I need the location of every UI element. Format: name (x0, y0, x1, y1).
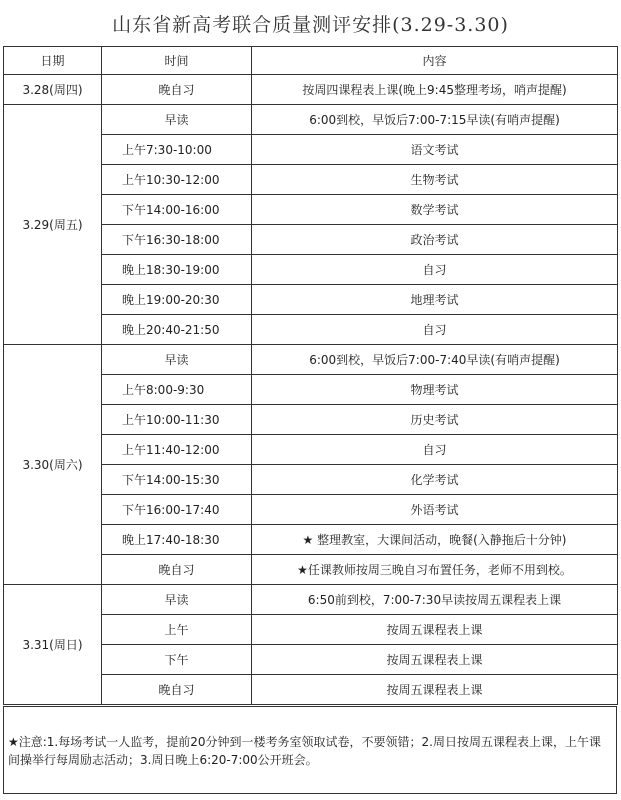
notice-text: ★注意:1.每场考试一人监考，提前20分钟到一楼考务室领取试卷，不要领错；2.周日按周五课程表上课，上午课间操举行每周励志活动；3.周日晚上6:20-7:00公开班会。 (3, 706, 617, 794)
content-cell: ★任课教师按周三晚自习布置任务，老师不用到校。 (252, 555, 618, 585)
content-cell: 按周五课程表上课 (252, 615, 618, 645)
date-cell: 3.31(周日) (4, 585, 102, 705)
time-cell: 晚自习 (102, 675, 252, 705)
time-cell: 晚上20:40-21:50 (102, 315, 252, 345)
content-cell: 生物考试 (252, 165, 618, 195)
date-cell: 3.30(周六) (4, 345, 102, 585)
content-cell: 数学考试 (252, 195, 618, 225)
time-cell: 下午16:30-18:00 (102, 225, 252, 255)
time-cell: 晚上19:00-20:30 (102, 285, 252, 315)
time-cell: 下午16:00-17:40 (102, 495, 252, 525)
time-cell: 早读 (102, 105, 252, 135)
time-cell: 下午 (102, 645, 252, 675)
table-row (4, 75, 618, 105)
time-cell: 上午 (102, 615, 252, 645)
date-cell: 3.28(周四) (4, 75, 102, 105)
time-cell: 晚上18:30-19:00 (102, 255, 252, 285)
time-cell: 晚自习 (102, 75, 252, 105)
content-cell: 按周五课程表上课 (252, 645, 618, 675)
content-cell: 历史考试 (252, 405, 618, 435)
date-cell: 3.29(周五) (4, 105, 102, 345)
header-date: 日期 (4, 47, 102, 75)
time-cell: 上午11:40-12:00 (102, 435, 252, 465)
time-cell: 上午10:30-12:00 (102, 165, 252, 195)
content-cell: 按周四课程表上课(晚上9:45整理考场，哨声提醒) (252, 75, 618, 105)
content-cell: 6:00到校，早饭后7:00-7:40早读(有哨声提醒) (252, 345, 618, 375)
content-cell: 语文考试 (252, 135, 618, 165)
table-row (4, 345, 618, 375)
content-cell: 地理考试 (252, 285, 618, 315)
content-cell: 按周五课程表上课 (252, 675, 618, 705)
header-content: 内容 (252, 47, 618, 75)
content-cell: 政治考试 (252, 225, 618, 255)
time-cell: 晚自习 (102, 555, 252, 585)
time-cell: 早读 (102, 345, 252, 375)
time-cell: 下午14:00-15:30 (102, 465, 252, 495)
time-cell: 上午10:00-11:30 (102, 405, 252, 435)
page-title: 山东省新高考联合质量测评安排(3.29-3.30) (112, 13, 509, 36)
content-cell: ★ 整理教室，大课间活动，晚餐(入静拖后十分钟) (252, 525, 618, 555)
table-header-row (4, 47, 618, 75)
table-row (4, 585, 618, 615)
content-cell: 自习 (252, 255, 618, 285)
content-cell: 自习 (252, 315, 618, 345)
table-row (4, 105, 618, 135)
content-cell: 物理考试 (252, 375, 618, 405)
content-cell: 自习 (252, 435, 618, 465)
content-cell: 6:00到校，早饭后7:00-7:15早读(有哨声提醒) (252, 105, 618, 135)
content-cell: 6:50前到校，7:00-7:30早读按周五课程表上课 (252, 585, 618, 615)
content-cell: 外语考试 (252, 495, 618, 525)
time-cell: 上午8:00-9:30 (102, 375, 252, 405)
schedule-table (3, 46, 618, 705)
content-cell: 化学考试 (252, 465, 618, 495)
header-time: 时间 (102, 47, 252, 75)
schedule-body (4, 75, 618, 705)
time-cell: 早读 (102, 585, 252, 615)
time-cell: 上午7:30-10:00 (102, 135, 252, 165)
time-cell: 下午14:00-16:00 (102, 195, 252, 225)
time-cell: 晚上17:40-18:30 (102, 525, 252, 555)
